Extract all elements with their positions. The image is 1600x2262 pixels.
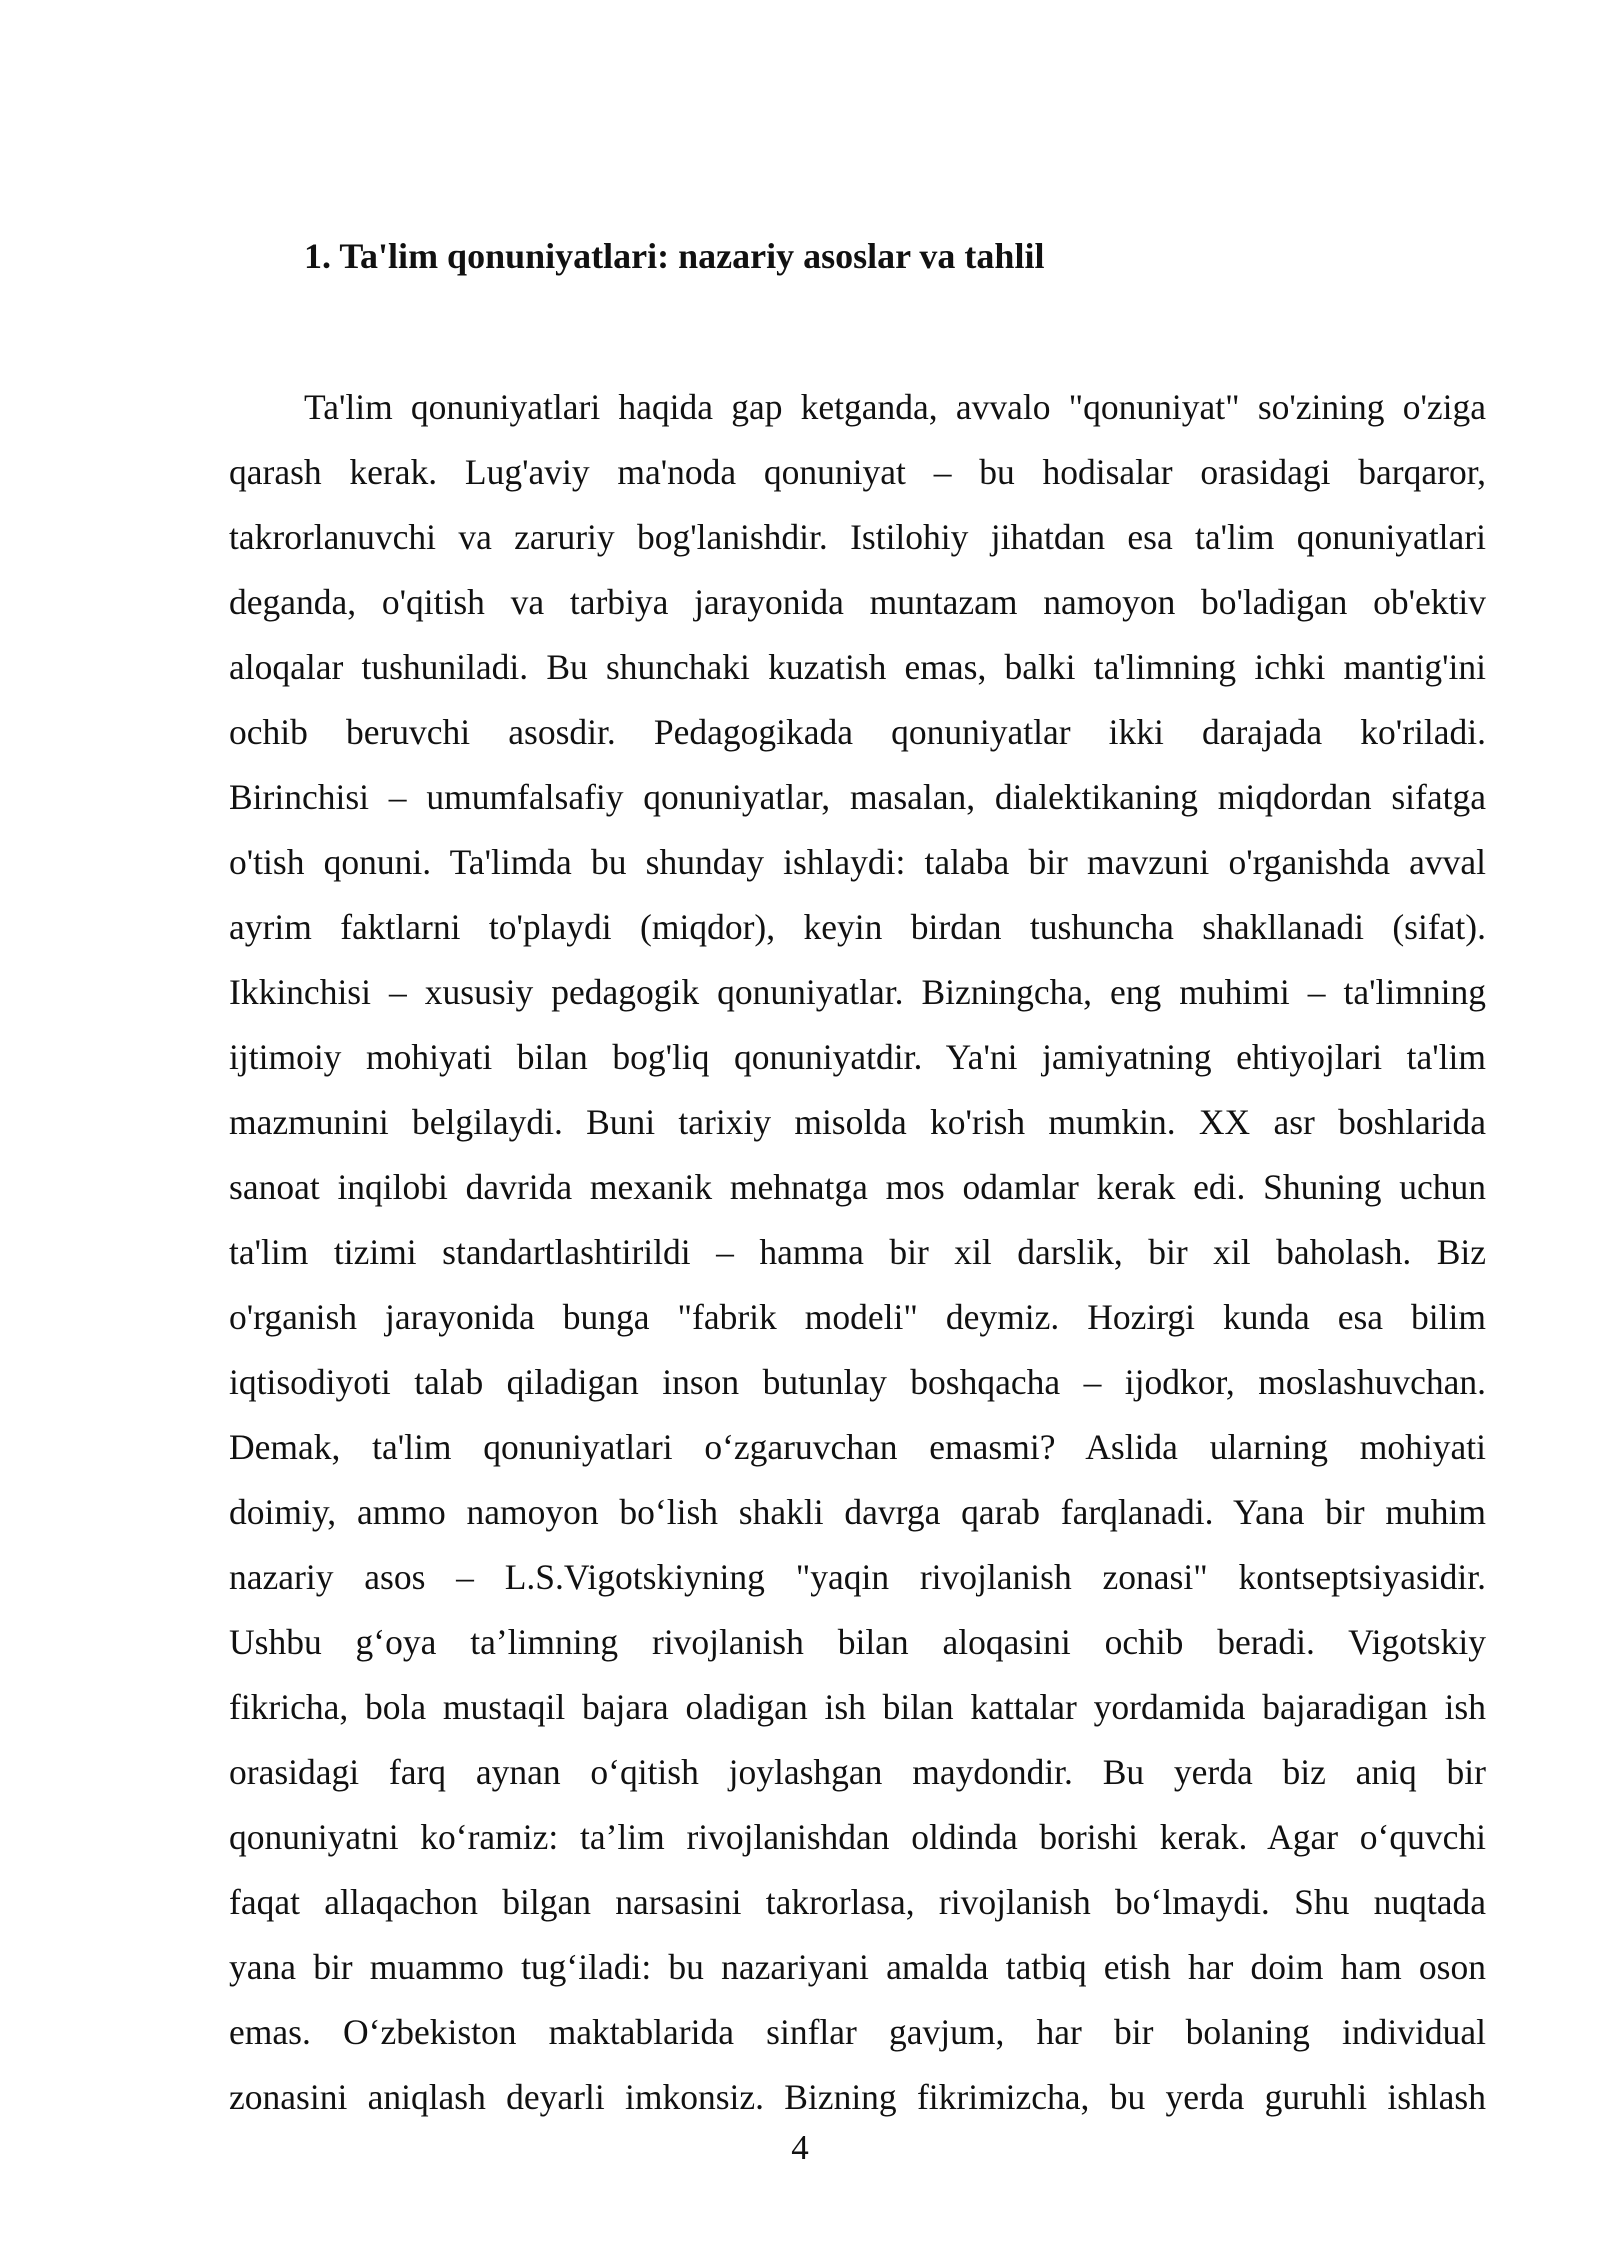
text-line: sanoat inqilobi davrida mexanik mehnatga mos odamlar kerak edi. Shuning uchun [229, 1167, 1486, 1207]
text-line: mazmunini belgilaydi. Buni tarixiy misolda ko'rish mumkin. XX asr boshlarida [229, 1102, 1486, 1142]
text-line: Demak, ta'lim qonuniyatlari o‘zgaruvchan emasmi? Aslida ularning mohiyati [229, 1427, 1486, 1467]
section-heading: 1. Ta'lim qonuniyatlari: nazariy asoslar va tahlil [304, 236, 1045, 276]
text-line: qarash kerak. Lug'aviy ma'noda qonuniyat – bu hodisalar orasidagi barqaror, [229, 452, 1486, 492]
text-line: deganda, o'qitish va tarbiya jarayonida muntazam namoyon bo'ladigan ob'ektiv [229, 582, 1486, 622]
text-line: aloqalar tushuniladi. Bu shunchaki kuzatish emas, balki ta'limning ichki mantig'ini [229, 647, 1486, 687]
text-line: nazariy asos – L.S.Vigotskiyning "yaqin rivojlanish zonasi" kontseptsiyasidir. [229, 1557, 1486, 1597]
page-number: 4 [791, 2128, 809, 2167]
text-line: orasidagi farq aynan o‘qitish joylashgan maydondir. Bu yerda biz aniq bir [229, 1752, 1486, 1792]
text-line: qonuniyatni ko‘ramiz: ta’lim rivojlanishdan oldinda borishi kerak. Agar o‘quvchi [229, 1817, 1486, 1857]
text-line: yana bir muammo tug‘iladi: bu nazariyani amalda tatbiq etish har doim ham oson [229, 1947, 1486, 1987]
text-line: o'rganish jarayonida bunga "fabrik modeli" deymiz. Hozirgi kunda esa bilim [229, 1297, 1486, 1337]
text-line: ta'lim tizimi standartlashtirildi – hamma bir xil darslik, bir xil baholash. Biz [229, 1232, 1486, 1272]
text-line: fikricha, bola mustaqil bajara oladigan ish bilan kattalar yordamida bajaradigan ish [229, 1687, 1486, 1727]
text-line: Ikkinchisi – xususiy pedagogik qonuniyatlar. Bizningcha, eng muhimi – ta'limning [229, 972, 1486, 1012]
text-line: o'tish qonuni. Ta'limda bu shunday ishlaydi: talaba bir mavzuni o'rganishda avval [229, 842, 1486, 882]
text-line: emas. O‘zbekiston maktablarida sinflar gavjum, har bir bolaning individual [229, 2012, 1486, 2052]
text-line: iqtisodiyoti talab qiladigan inson butunlay boshqacha – ijodkor, moslashuvchan. [229, 1362, 1486, 1402]
text-line: ijtimoiy mohiyati bilan bog'liq qonuniyatdir. Ya'ni jamiyatning ehtiyojlari ta'lim [229, 1037, 1486, 1077]
body-paragraph [229, 375, 1486, 2130]
text-line: ochib beruvchi asosdir. Pedagogikada qonuniyatlar ikki darajada ko'riladi. [229, 712, 1486, 752]
text-line: Birinchisi – umumfalsafiy qonuniyatlar, masalan, dialektikaning miqdordan sifatga [229, 777, 1486, 817]
text-line: zonasini aniqlash deyarli imkonsiz. Bizning fikrimizcha, bu yerda guruhli ishlash [229, 2077, 1486, 2117]
text-line: takrorlanuvchi va zaruriy bog'lanishdir. Istilohiy jihatdan esa ta'lim qonuniyatlari [229, 517, 1486, 557]
text-line: doimiy, ammo namoyon bo‘lish shakli davrga qarab farqlanadi. Yana bir muhim [229, 1492, 1486, 1532]
text-line: ayrim faktlarni to'playdi (miqdor), keyin birdan tushuncha shakllanadi (sifat). [229, 907, 1486, 947]
text-line: Ushbu g‘oya ta’limning rivojlanish bilan aloqasini ochib beradi. Vigotskiy [229, 1622, 1486, 1662]
text-line: Ta'lim qonuniyatlari haqida gap ketganda, avvalo "qonuniyat" so'zining o'ziga [304, 387, 1486, 427]
text-line: faqat allaqachon bilgan narsasini takrorlasa, rivojlanish bo‘lmaydi. Shu nuqtada [229, 1882, 1486, 1922]
